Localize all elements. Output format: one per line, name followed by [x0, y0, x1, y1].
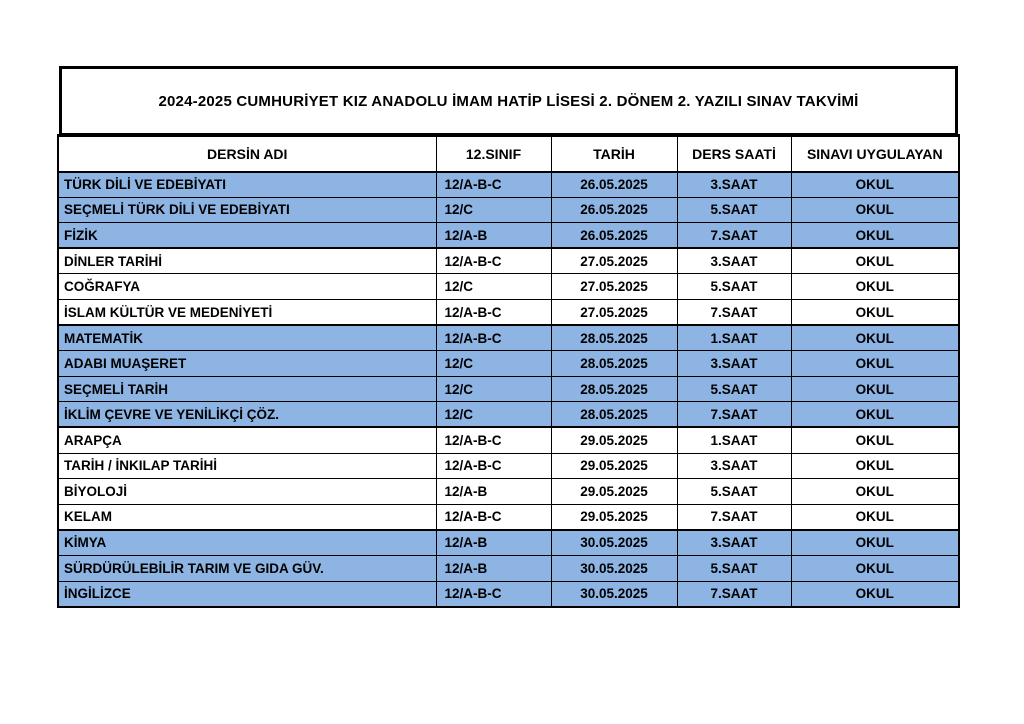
table-row — [58, 581, 959, 607]
cell-hour: 5.SAAT — [677, 376, 791, 402]
table-row — [58, 274, 959, 300]
column-header-subject: DERSİN ADI — [58, 136, 436, 172]
cell-date: 28.05.2025 — [551, 402, 677, 428]
cell-class: 12/A-B-C — [436, 325, 551, 351]
cell-class: 12/C — [436, 376, 551, 402]
table-row — [58, 223, 959, 249]
table-row — [58, 427, 959, 453]
cell-subject: BİYOLOJİ — [58, 479, 436, 505]
table-row — [58, 197, 959, 223]
cell-applier: OKUL — [791, 427, 959, 453]
table-row — [58, 376, 959, 402]
column-header-applier: SINAVI UYGULAYAN — [791, 136, 959, 172]
table-row — [58, 325, 959, 351]
cell-hour: 3.SAAT — [677, 530, 791, 556]
cell-class: 12/A-B — [436, 555, 551, 581]
column-header-date: TARİH — [551, 136, 677, 172]
cell-date: 28.05.2025 — [551, 325, 677, 351]
table-row — [58, 479, 959, 505]
table-row — [58, 172, 959, 198]
cell-hour: 3.SAAT — [677, 172, 791, 198]
cell-class: 12/A-B — [436, 223, 551, 249]
cell-class: 12/C — [436, 274, 551, 300]
cell-subject: MATEMATİK — [58, 325, 436, 351]
cell-applier: OKUL — [791, 223, 959, 249]
cell-class: 12/A-B — [436, 479, 551, 505]
cell-applier: OKUL — [791, 325, 959, 351]
table-row — [58, 555, 959, 581]
cell-date: 28.05.2025 — [551, 376, 677, 402]
cell-class: 12/A-B-C — [436, 172, 551, 198]
cell-date: 28.05.2025 — [551, 351, 677, 377]
table-row — [58, 453, 959, 479]
cell-applier: OKUL — [791, 248, 959, 274]
cell-date: 30.05.2025 — [551, 530, 677, 556]
cell-subject: DİNLER TARİHİ — [58, 248, 436, 274]
cell-subject: FİZİK — [58, 223, 436, 249]
cell-applier: OKUL — [791, 479, 959, 505]
cell-subject: TARİH / İNKILAP TARİHİ — [58, 453, 436, 479]
cell-subject: SEÇMELİ TARİH — [58, 376, 436, 402]
cell-subject: SEÇMELİ TÜRK DİLİ VE EDEBİYATI — [58, 197, 436, 223]
cell-hour: 7.SAAT — [677, 299, 791, 325]
cell-applier: OKUL — [791, 402, 959, 428]
table-row — [58, 351, 959, 377]
cell-class: 12/A-B-C — [436, 581, 551, 607]
cell-hour: 5.SAAT — [677, 555, 791, 581]
cell-date: 27.05.2025 — [551, 299, 677, 325]
cell-date: 29.05.2025 — [551, 453, 677, 479]
cell-subject: ARAPÇA — [58, 427, 436, 453]
cell-class: 12/A-B-C — [436, 504, 551, 530]
cell-date: 26.05.2025 — [551, 197, 677, 223]
cell-date: 26.05.2025 — [551, 223, 677, 249]
cell-hour: 7.SAAT — [677, 223, 791, 249]
header-row — [58, 136, 959, 172]
cell-subject: ADABI MUAŞERET — [58, 351, 436, 377]
cell-applier: OKUL — [791, 197, 959, 223]
cell-applier: OKUL — [791, 376, 959, 402]
cell-hour: 3.SAAT — [677, 351, 791, 377]
cell-date: 30.05.2025 — [551, 555, 677, 581]
cell-subject: TÜRK DİLİ VE EDEBİYATI — [58, 172, 436, 198]
cell-applier: OKUL — [791, 504, 959, 530]
cell-hour: 1.SAAT — [677, 427, 791, 453]
cell-hour: 7.SAAT — [677, 402, 791, 428]
cell-subject: İNGİLİZCE — [58, 581, 436, 607]
cell-class: 12/A-B-C — [436, 453, 551, 479]
cell-subject: KİMYA — [58, 530, 436, 556]
cell-date: 29.05.2025 — [551, 427, 677, 453]
cell-date: 29.05.2025 — [551, 504, 677, 530]
cell-subject: KELAM — [58, 504, 436, 530]
cell-class: 12/A-B-C — [436, 248, 551, 274]
cell-class: 12/A-B-C — [436, 299, 551, 325]
column-header-hour: DERS SAATİ — [677, 136, 791, 172]
cell-hour: 3.SAAT — [677, 248, 791, 274]
cell-applier: OKUL — [791, 172, 959, 198]
cell-hour: 1.SAAT — [677, 325, 791, 351]
cell-hour: 5.SAAT — [677, 274, 791, 300]
exam-schedule-table — [57, 134, 960, 608]
table-row — [58, 402, 959, 428]
schedule-title: 2024-2025 CUMHURİYET KIZ ANADOLU İMAM HATİP LİSESİ 2. DÖNEM 2. YAZILI SINAV TAKVİMİ — [59, 66, 958, 136]
cell-hour: 7.SAAT — [677, 504, 791, 530]
cell-applier: OKUL — [791, 530, 959, 556]
column-header-class: 12.SINIF — [436, 136, 551, 172]
cell-applier: OKUL — [791, 274, 959, 300]
cell-applier: OKUL — [791, 555, 959, 581]
cell-subject: İKLİM ÇEVRE VE YENİLİKÇİ ÇÖZ. — [58, 402, 436, 428]
cell-applier: OKUL — [791, 581, 959, 607]
cell-applier: OKUL — [791, 453, 959, 479]
table-row — [58, 504, 959, 530]
cell-subject: İSLAM KÜLTÜR VE MEDENİYETİ — [58, 299, 436, 325]
cell-date: 27.05.2025 — [551, 248, 677, 274]
cell-subject: COĞRAFYA — [58, 274, 436, 300]
cell-hour: 7.SAAT — [677, 581, 791, 607]
cell-date: 26.05.2025 — [551, 172, 677, 198]
table-row — [58, 299, 959, 325]
cell-subject: SÜRDÜRÜLEBİLİR TARIM VE GIDA GÜV. — [58, 555, 436, 581]
cell-date: 27.05.2025 — [551, 274, 677, 300]
cell-class: 12/C — [436, 197, 551, 223]
cell-class: 12/C — [436, 402, 551, 428]
cell-hour: 3.SAAT — [677, 453, 791, 479]
cell-applier: OKUL — [791, 299, 959, 325]
cell-hour: 5.SAAT — [677, 479, 791, 505]
cell-class: 12/A-B-C — [436, 427, 551, 453]
cell-hour: 5.SAAT — [677, 197, 791, 223]
cell-date: 29.05.2025 — [551, 479, 677, 505]
cell-date: 30.05.2025 — [551, 581, 677, 607]
table-row — [58, 530, 959, 556]
cell-class: 12/A-B — [436, 530, 551, 556]
table-row — [58, 248, 959, 274]
cell-applier: OKUL — [791, 351, 959, 377]
cell-class: 12/C — [436, 351, 551, 377]
